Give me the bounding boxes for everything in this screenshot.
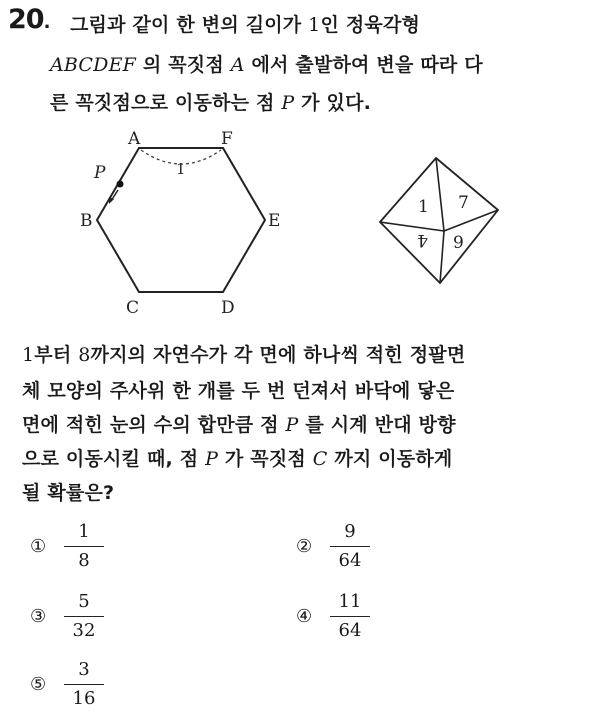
vertex-label-c: C <box>126 298 140 318</box>
choice-1-marker: ① <box>30 536 47 557</box>
octahedron-edge <box>380 222 444 231</box>
question-text-line-3: 른 꼭짓점으로 이동하는 점 P 가 있다. <box>50 92 372 114</box>
question-text-line-8: 될 확률은? <box>22 482 115 504</box>
octahedron-outline <box>380 158 498 283</box>
vertex-label-d: D <box>221 298 235 318</box>
octahedron-edge <box>440 231 444 283</box>
face-number-9: 9 <box>453 233 464 253</box>
side-length-label: 1 <box>176 160 186 178</box>
question-text-line-6: 면에 적힌 눈의 수의 합만큼 점 P 를 시계 반대 방향 <box>22 414 456 436</box>
octahedron-edge <box>436 158 444 231</box>
figure-area <box>0 0 596 330</box>
vertex-label-f: F <box>221 129 233 149</box>
hexagon-figure <box>80 129 280 318</box>
choice-2-marker: ② <box>296 536 313 557</box>
choice-4-fraction: 11 64 <box>330 590 370 643</box>
choice-5-marker: ⑤ <box>30 674 47 695</box>
choice-1-fraction: 1 8 <box>64 520 104 573</box>
question-number: 20. <box>8 4 50 35</box>
point-p-dot <box>117 181 124 188</box>
face-number-7: 7 <box>458 193 469 213</box>
question-text-line-7: 으로 이동시킬 때, 점 P 가 꼭짓점 C 까지 이동하게 <box>22 448 453 470</box>
choice-4-marker: ④ <box>296 606 313 627</box>
vertex-label-b: B <box>80 211 93 231</box>
question-text-line-5: 체 모양의 주사위 한 개를 두 번 던져서 바닥에 닿은 <box>22 380 455 402</box>
choice-3-marker: ③ <box>30 606 47 627</box>
face-number-1: 1 <box>418 197 429 217</box>
face-number-4: 4 <box>417 230 428 250</box>
octahedron-die-figure <box>380 158 498 283</box>
question-text-line-4: 1부터 8까지의 자연수가 각 면에 하나씩 적힌 정팔면 <box>22 344 466 366</box>
point-p-label: P <box>94 163 106 183</box>
vertex-label-e: E <box>268 211 281 231</box>
choice-2-fraction: 9 64 <box>330 520 370 573</box>
question-text-line-2: ABCDEF 의 꼭짓점 A 에서 출발하여 변을 따라 다 <box>50 54 483 76</box>
vertex-label-a: A <box>128 129 141 149</box>
choice-3-fraction: 5 32 <box>64 590 104 643</box>
question-text-line-1: 그림과 같이 한 변의 길이가 1인 정육각형 <box>70 14 421 36</box>
choice-5-fraction: 3 16 <box>64 658 104 711</box>
